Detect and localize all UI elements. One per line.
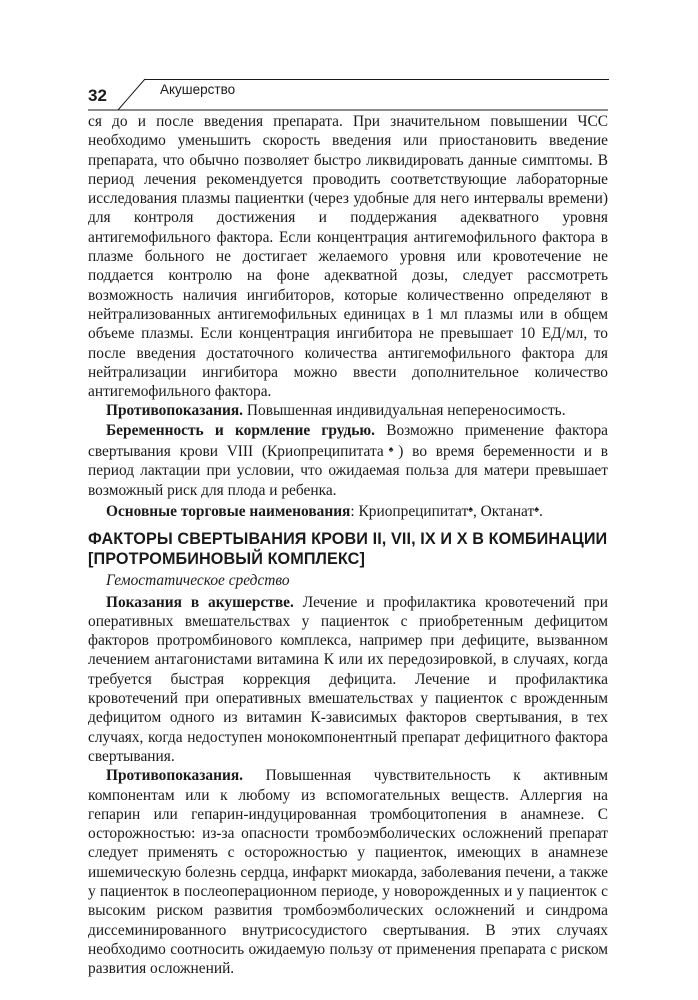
paragraph-contraindications-2: [88, 766, 608, 978]
running-title: Акушерство: [160, 82, 236, 97]
paragraph-text: Лечение и профилактика кровотечений при оперативных вмешательствах у пациенток с приобретенным дефицитом факторов протромбинового комплекса, например при дефиците, вызванном лечением антагонистами витамина К или их передозировкой, в случаях, когда требуется быстрая коррекция дефицита. Лечение и профилактика кровотечений при оперативных вмешательствах у пациенток с врожденным дефицитом одного из витамин К-зависимых факторов свертывания, в тех случаях, когда недоступен монокомпонентный препарат дефицитного фактора свертывания.: [88, 593, 608, 765]
paragraph-text: Повышенная чувствительность к активным компонентам или к любому из вспомогательных веществ. Аллергия на гепарин или гепарин-индуцированная тромбоцитопения в анамнезе. С осторожностью: из-за опасности тромбоэмболических осложнений препарат следует применять с осторожностью у пациенток, имеющих в анамнезе ишемическую болезнь сердца, инфаркт миокарда, заболевания печени, а также у пациенток в послеоперационном периоде, у новорожденных и у пациенток с высоким риском развития тромбоэмболических осложнений и синдрома диссеминированного внутрисосудистого свертывания. В этих случаях необходимо соотносить ожидаемую пользу от применения препарата с риском развития осложнений.: [88, 767, 608, 978]
paragraph-text: ) во время беременности и в период лактации при условии, что ожидаемая польза для матери превышает возможный риск для плода и ребенка.: [88, 443, 608, 499]
section-title: ФАКТОРЫ СВЕРТЫВАНИЯ КРОВИ II, VII, IX И X В КОМБИНАЦИИ [ПРОТРОМБИНОВЫЙ КОМПЛЕКС]: [88, 530, 608, 569]
paragraph-label: Основные торговые наименования: [106, 502, 351, 520]
paragraph-text: , Октанат: [472, 502, 535, 520]
paragraph-trade-names: [88, 500, 608, 521]
page-number: 32: [88, 86, 107, 105]
paragraph-text: Повышенная индивидуальная непереносимость.: [243, 402, 566, 420]
trade-mark-marker: ♠: [383, 444, 399, 455]
trade-mark-marker: ♠: [534, 503, 539, 514]
paragraph-label: Противопоказания.: [106, 402, 244, 420]
paragraph-continuation: [88, 112, 608, 401]
paragraph-label: Показания в акушерстве.: [106, 593, 294, 611]
paragraph-indications: [88, 593, 608, 767]
section-subtitle: Гемостатическое средство: [106, 572, 290, 590]
paragraph-label: Беременность и кормление грудью.: [106, 421, 375, 439]
paragraph-text: ся до и после введения препарата. При значительном повышении ЧСС необходимо уменьшить скорость введения или приостановить введение препарата, что обычно позволяет быстро ликвидировать данные симптомы. В период лечения рекомендуется проводить соответствующие лабораторные исследования плазмы пациентки (через удобные для него интервалы времени) для контроля достижения и поддержания адекватного уровня антигемофильного фактора. Если концентрация антигемофильного фактора в плазме больного не достигает желаемого уровня или кровотечение не поддается контролю на фоне адекватной дозы, следует рассмотреть возможность наличия ингибиторов, которые количественно определяют в нейтрализованных антигемофильных единицах в 1 мл плазмы или в общем объеме плазмы. Если концентрация ингибитора не превышает 10 ЕД/мл, то после введения достаточного количества антигемофильного фактора для нейтрализации ингибитора можно ввести дополнительное количество антигемофильного фактора.: [88, 113, 608, 401]
body-text: [88, 112, 608, 978]
paragraph-contraindications: [88, 401, 608, 420]
paragraph-text: .: [538, 502, 543, 520]
paragraph-text: Возможно применение фактора свертывания крови VIII (Криопреципитата: [88, 421, 608, 461]
trade-mark-marker: ♠: [468, 503, 473, 514]
paragraph-text: : Криопреципитат: [350, 502, 469, 520]
paragraph-pregnancy: [88, 421, 608, 500]
paragraph-label: Противопоказания.: [106, 767, 244, 785]
